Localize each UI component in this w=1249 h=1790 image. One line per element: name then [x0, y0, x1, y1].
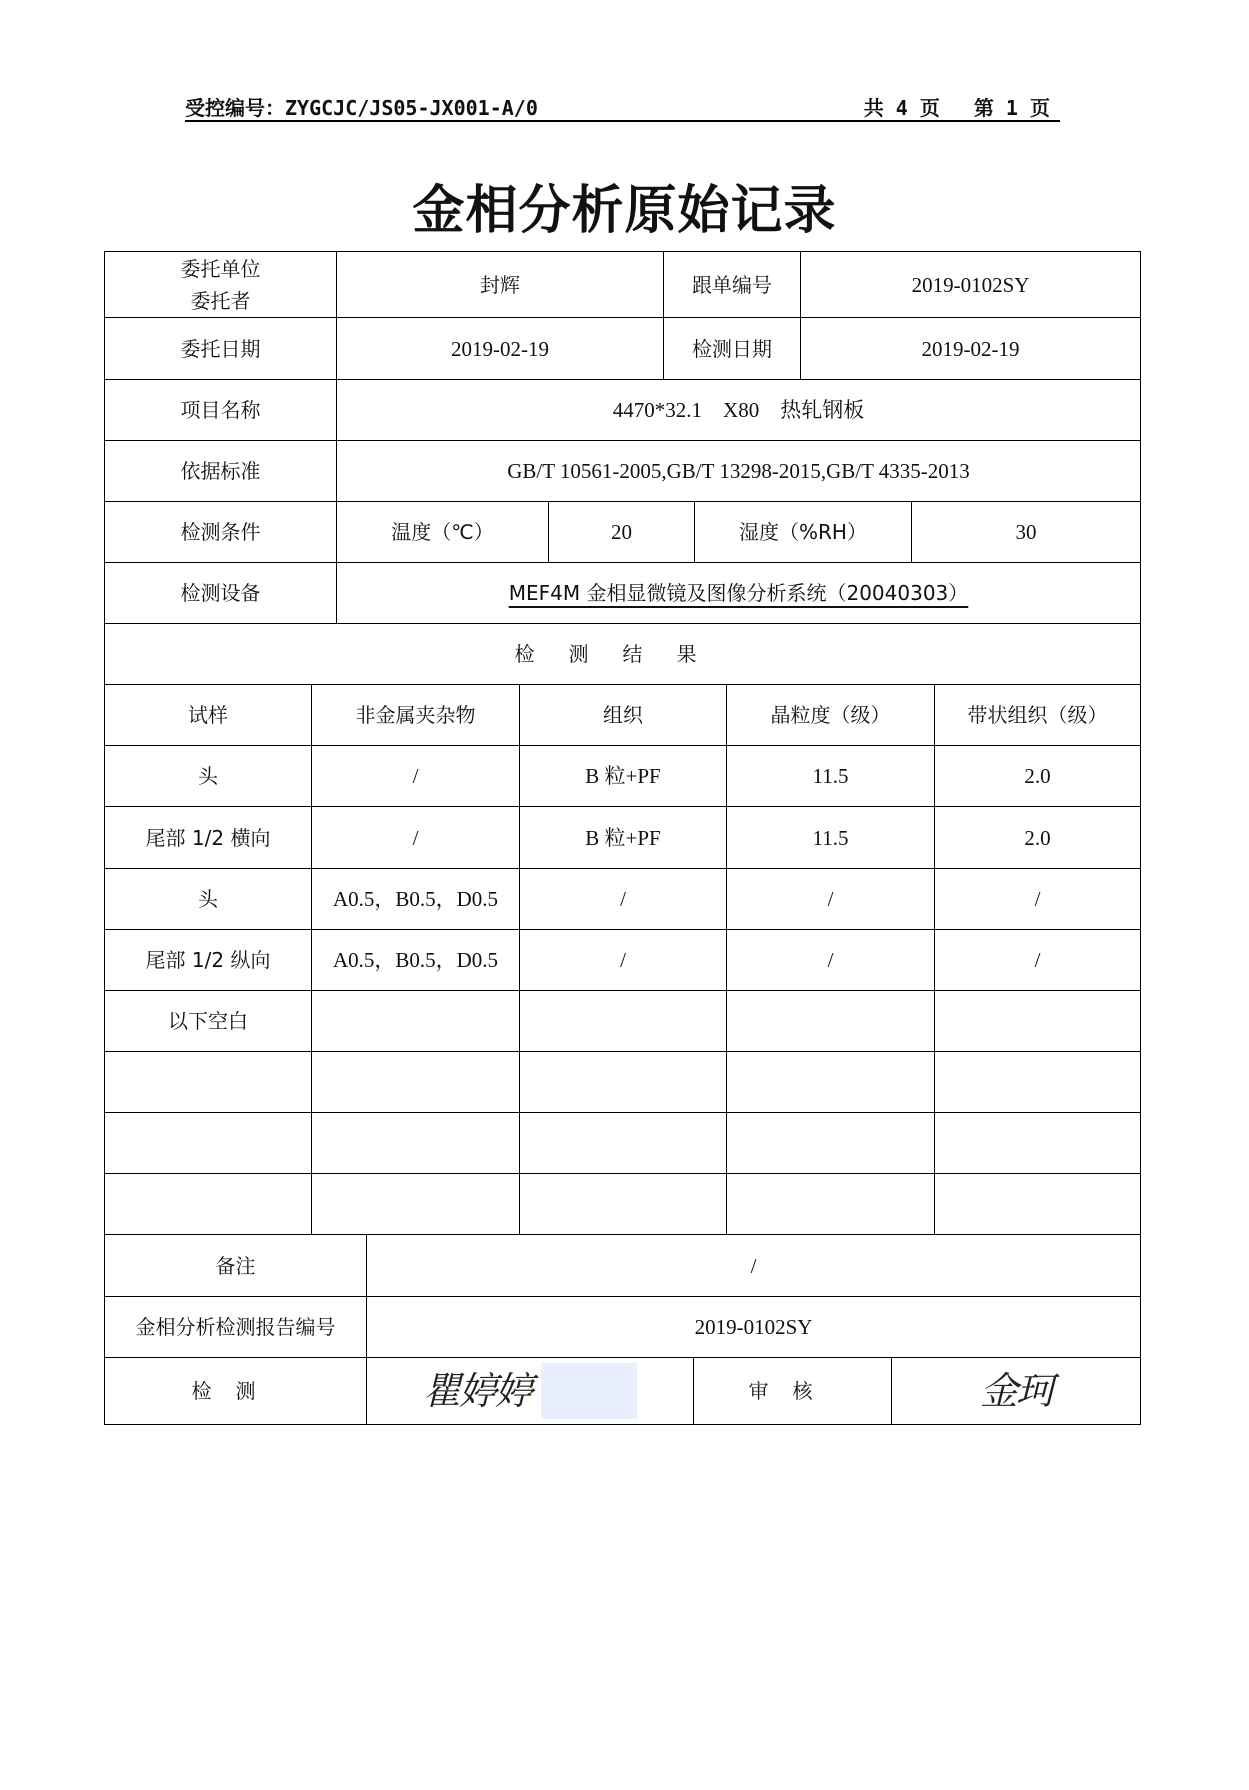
table-cell: 11.5	[727, 807, 935, 869]
table-cell: /	[520, 930, 727, 991]
conditions-row	[105, 502, 1141, 563]
equipment-label: 检测设备	[105, 563, 337, 624]
remarks-label: 备注	[105, 1235, 367, 1297]
test-date-label: 检测日期	[664, 318, 801, 380]
reviewer-label: 审核	[694, 1358, 892, 1425]
table-cell: /	[312, 807, 520, 869]
table-cell: /	[520, 869, 727, 930]
entrust-date-label: 委托日期	[105, 318, 337, 380]
remarks-row	[105, 1235, 1141, 1297]
page-number: 第 1 页	[973, 96, 1050, 120]
results-section-title: 检测结果	[105, 624, 1141, 685]
project-row	[105, 380, 1141, 441]
report-number-row	[105, 1297, 1141, 1358]
date-row	[105, 318, 1141, 380]
page-header	[185, 88, 1060, 122]
signature-row	[105, 1358, 1141, 1425]
column-header: 带状组织（级）	[935, 685, 1141, 746]
column-header: 试样	[105, 685, 312, 746]
redaction-mask	[541, 1363, 637, 1419]
results-header-row	[105, 685, 1141, 746]
table-row	[105, 991, 1141, 1052]
table-cell: 头	[105, 746, 312, 807]
table-cell: /	[935, 869, 1141, 930]
table-row	[105, 930, 1141, 991]
temperature-value: 20	[549, 502, 695, 563]
tester-signature: 瞿婷婷	[422, 1369, 531, 1413]
conditions-label: 检测条件	[105, 502, 337, 563]
table-cell	[935, 1052, 1141, 1113]
page-indicator	[830, 92, 1050, 121]
table-cell	[727, 991, 935, 1052]
table-row	[105, 807, 1141, 869]
results-title-row	[105, 624, 1141, 685]
standard-value: GB/T 10561-2005,GB/T 13298-2015,GB/T 4335-2013	[337, 441, 1141, 502]
client-label: 委托单位 委托者	[105, 252, 337, 318]
table-cell	[935, 1113, 1141, 1174]
table-cell	[935, 1174, 1141, 1235]
table-cell: 尾部 1/2 横向	[105, 807, 312, 869]
table-cell: A0.5，B0.5，D0.5	[312, 869, 520, 930]
table-cell	[727, 1052, 935, 1113]
table-cell: 以下空白	[105, 991, 312, 1052]
table-cell: 尾部 1/2 纵向	[105, 930, 312, 991]
table-cell: /	[312, 746, 520, 807]
standard-label: 依据标准	[105, 441, 337, 502]
standard-row	[105, 441, 1141, 502]
humidity-value: 30	[912, 502, 1141, 563]
equipment-value: MEF4M 金相显微镜及图像分析系统（20040303）	[337, 563, 1141, 624]
entrust-date-value: 2019-02-19	[337, 318, 664, 380]
page-title: 金相分析原始记录	[412, 181, 837, 241]
table-row	[105, 1113, 1141, 1174]
column-header: 非金属夹杂物	[312, 685, 520, 746]
temperature-label: 温度（℃）	[337, 502, 549, 563]
test-date-value: 2019-02-19	[801, 318, 1141, 380]
client-row	[105, 252, 1141, 318]
table-cell	[727, 1113, 935, 1174]
table-cell: B 粒+PF	[520, 746, 727, 807]
project-label: 项目名称	[105, 380, 337, 441]
table-cell: 11.5	[727, 746, 935, 807]
reviewer-signature-cell	[892, 1358, 1141, 1425]
table-cell: 头	[105, 869, 312, 930]
table-cell	[105, 1113, 312, 1174]
column-header: 晶粒度（级）	[727, 685, 935, 746]
table-row	[105, 869, 1141, 930]
tracking-value: 2019-0102SY	[801, 252, 1141, 318]
table-cell	[520, 991, 727, 1052]
client-value: 封辉	[337, 252, 664, 318]
table-cell	[312, 991, 520, 1052]
remarks-value: /	[367, 1235, 1141, 1297]
table-cell: B 粒+PF	[520, 807, 727, 869]
table-cell: 2.0	[935, 807, 1141, 869]
tester-signature-cell	[367, 1358, 694, 1425]
table-cell	[105, 1174, 312, 1235]
table-cell	[520, 1174, 727, 1235]
project-value: 4470*32.1 X80 热轧钢板	[337, 380, 1141, 441]
control-number: 受控编号：ZYGCJC/JS05-JX001-A/0	[185, 96, 538, 120]
table-cell	[312, 1052, 520, 1113]
humidity-label: 湿度（%RH）	[695, 502, 912, 563]
table-cell	[312, 1113, 520, 1174]
tracking-label: 跟单编号	[664, 252, 801, 318]
table-cell: 2.0	[935, 746, 1141, 807]
table-cell: /	[727, 869, 935, 930]
table-cell	[520, 1052, 727, 1113]
table-cell	[727, 1174, 935, 1235]
table-row	[105, 1052, 1141, 1113]
table-cell: A0.5，B0.5，D0.5	[312, 930, 520, 991]
table-cell	[312, 1174, 520, 1235]
tester-label: 检测	[105, 1358, 367, 1425]
table-cell	[935, 991, 1141, 1052]
report-number-value: 2019-0102SY	[367, 1297, 1141, 1358]
total-pages: 共 4 页	[863, 96, 940, 120]
column-header: 组织	[520, 685, 727, 746]
equipment-row	[105, 563, 1141, 624]
table-row	[105, 1174, 1141, 1235]
reviewer-signature: 金珂	[979, 1369, 1052, 1413]
record-table	[104, 251, 1141, 1425]
table-row	[105, 746, 1141, 807]
table-cell	[520, 1113, 727, 1174]
table-cell: /	[935, 930, 1141, 991]
table-cell	[105, 1052, 312, 1113]
table-cell: /	[727, 930, 935, 991]
report-number-label: 金相分析检测报告编号	[105, 1297, 367, 1358]
